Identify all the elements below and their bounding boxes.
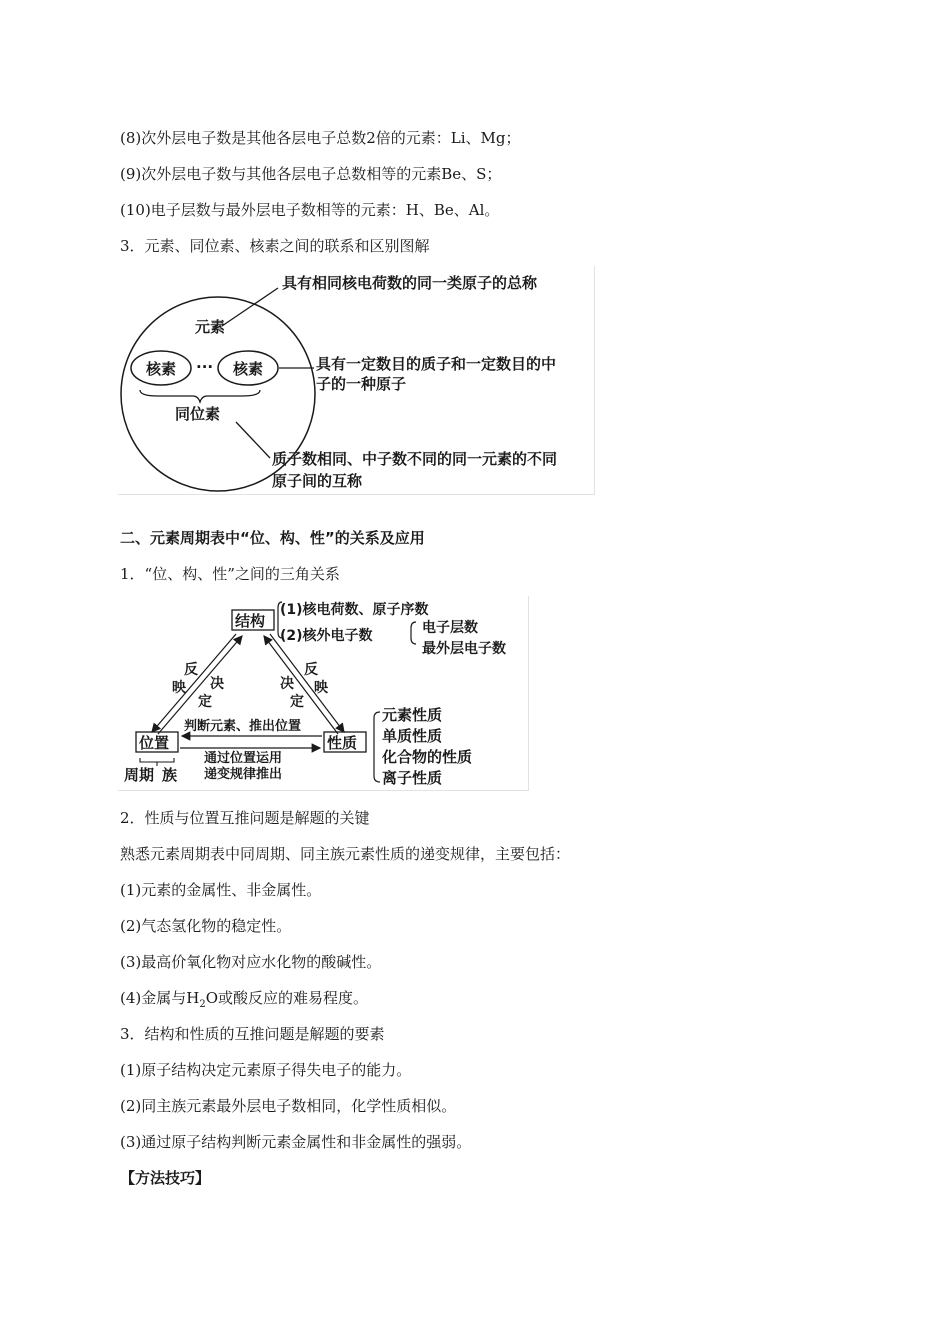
subheading-2: 2．性质与位置互推问题是解题的关键 xyxy=(120,809,370,827)
right-ding: 定 xyxy=(290,694,304,710)
structure-box: 结构 xyxy=(235,612,266,630)
ellipsis: ··· xyxy=(196,358,214,376)
bottom-arrow-label-1: 通过位置运用 xyxy=(204,751,283,766)
period-label: 周期 xyxy=(124,766,155,784)
electron-shells: 电子层数 xyxy=(422,620,478,636)
list-item-2c: (2)气态氢化物的稳定性。 xyxy=(120,917,292,935)
subheading-1: 1．“位、构、性”之间的三角关系 xyxy=(120,565,340,583)
isotope-definition-1: 质子数相同、中子数不同的同一元素的不同 xyxy=(272,450,558,468)
list-item-3b: (2)同主族元素最外层电子数相同，化学性质相似。 xyxy=(120,1097,457,1115)
list-item-2b: (1)元素的金属性、非金属性。 xyxy=(120,881,322,899)
element-label: 元素 xyxy=(195,318,226,336)
text-line-8: (8)次外层电子数是其他各层电子总数2倍的元素：Li、Mg； xyxy=(120,129,521,147)
outer-electrons: 最外层电子数 xyxy=(422,641,506,657)
top-arrow-label: 判断元素、推出位置 xyxy=(184,719,302,734)
property-item-4: 离子性质 xyxy=(382,769,443,787)
structure-item-1: (1)核电荷数、原子序数 xyxy=(280,602,429,618)
bottom-arrow-label-2: 递变规律推出 xyxy=(204,767,283,782)
right-jue: 决 xyxy=(280,676,294,692)
left-jue: 决 xyxy=(210,676,224,692)
list-item-3a: (1)原子结构决定元素原子得失电子的能力。 xyxy=(120,1061,412,1079)
property-box: 性质 xyxy=(327,734,358,752)
left-ding: 定 xyxy=(198,694,212,710)
element-isotope-diagram xyxy=(118,266,595,495)
property-item-3: 化合物的性质 xyxy=(382,748,473,766)
structure-item-2: (2)核外电子数 xyxy=(280,628,373,644)
nuclide-a-label: 核素 xyxy=(146,360,177,378)
list-item-2e: (4)金属与$H_2O$或酸反应的难易程度。 xyxy=(120,989,369,1010)
paragraph-2a: 熟悉元素周期表中同周期、同主族元素性质的递变规律，主要包括： xyxy=(120,845,571,863)
nuclide-b-label: 核素 xyxy=(233,360,264,378)
element-definition: 具有相同核电荷数的同一类原子的总称 xyxy=(282,274,538,292)
section-3-heading: 3．元素、同位素、核素之间的联系和区别图解 xyxy=(120,237,430,255)
property-item-2: 单质性质 xyxy=(382,727,443,745)
left-ying: 映 xyxy=(172,680,186,696)
list-item-2d: (3)最高价氧化物对应水化物的酸碱性。 xyxy=(120,953,382,971)
section-2-heading: 二、元素周期表中“位、构、性”的关系及应用 xyxy=(120,529,425,547)
position-box: 位置 xyxy=(139,734,170,752)
right-ying: 映 xyxy=(314,680,328,696)
isotope-definition-2: 原子间的互称 xyxy=(272,472,363,490)
list-item-3c: (3)通过原子结构判断元素金属性和非金属性的强弱。 xyxy=(120,1133,472,1151)
position-structure-property-diagram xyxy=(118,596,529,791)
right-fan: 反 xyxy=(304,662,318,678)
group-label: 族 xyxy=(162,766,178,784)
subheading-3: 3．结构和性质的互推问题是解题的要素 xyxy=(120,1025,385,1043)
property-item-1: 元素性质 xyxy=(382,706,443,724)
nuclide-definition-1: 具有一定数目的质子和一定数目的中 xyxy=(316,355,557,373)
nuclide-definition-2: 子的一种原子 xyxy=(316,375,407,393)
isotope-label: 同位素 xyxy=(175,405,221,423)
text-line-10: (10)电子层数与最外层电子数相等的元素：H、Be、Al。 xyxy=(120,201,500,219)
left-fan: 反 xyxy=(184,662,198,678)
tips-heading: 【方法技巧】 xyxy=(120,1169,211,1187)
text-line-9: (9)次外层电子数与其他各层电子总数相等的元素Be、S； xyxy=(120,165,502,183)
